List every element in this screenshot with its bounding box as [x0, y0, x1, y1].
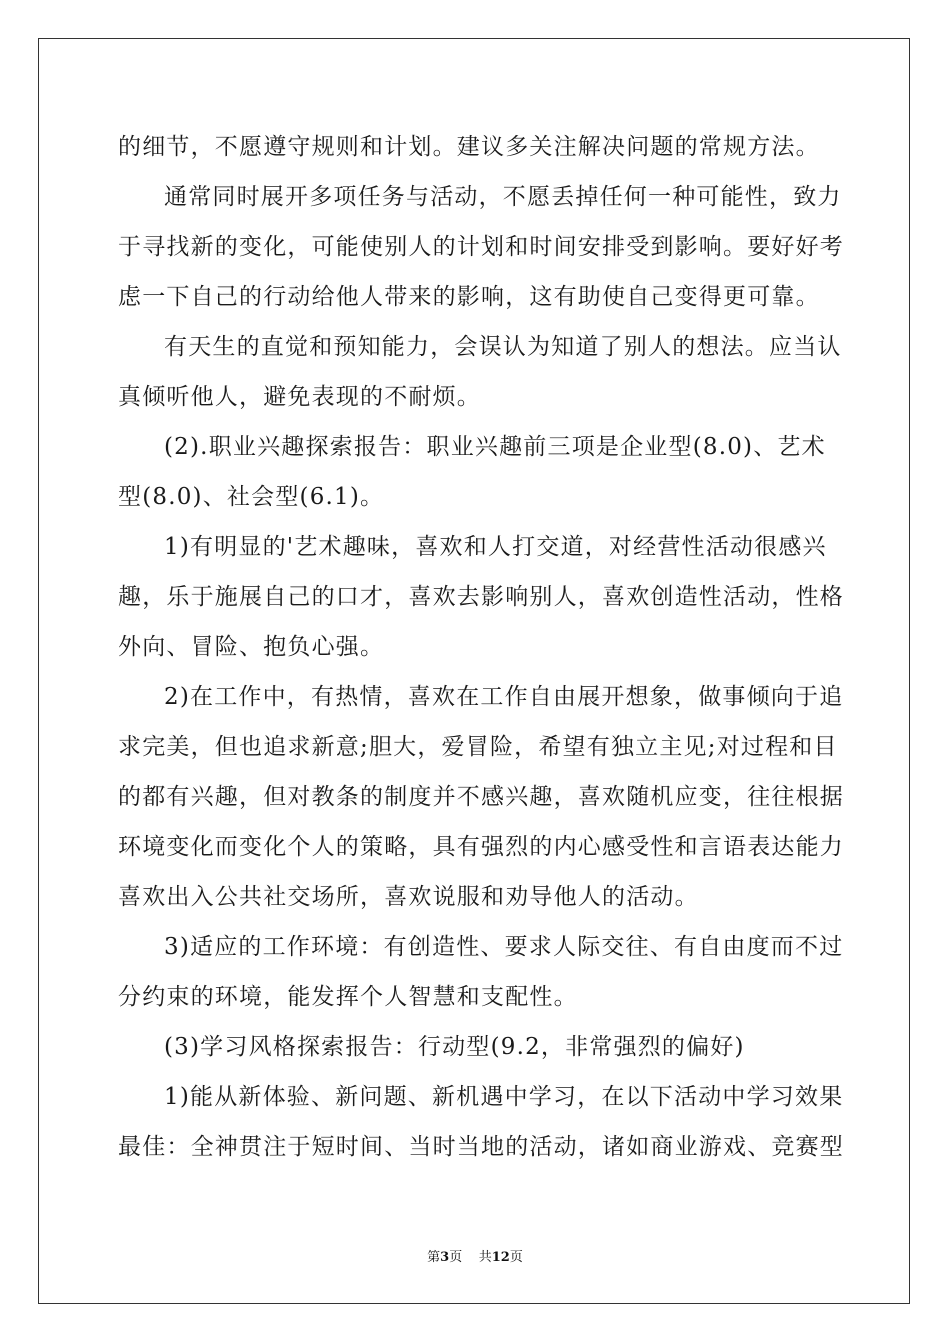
- page-current: 3: [440, 1250, 450, 1265]
- text-line: 有天生的直觉和预知能力，会误认为知道了别人的想法。应当认: [164, 334, 842, 360]
- text-line: 1)有明显的'艺术趣味，喜欢和人打交道，对经营性活动很感兴: [164, 534, 827, 560]
- text-line: 喜欢出入公共社交场所，喜欢说服和劝导他人的活动。: [118, 884, 699, 910]
- text-line: 于寻找新的变化，可能使别人的计划和时间安排受到影响。要好好考: [118, 234, 844, 260]
- text-line: 的细节，不愿遵守规则和计划。建议多关注解决问题的常规方法。: [118, 134, 820, 160]
- text-line: 真倾听他人，避免表现的不耐烦。: [118, 384, 481, 410]
- text-line: 环境变化而变化个人的策略，具有强烈的内心感受性和言语表达能力: [118, 834, 844, 860]
- text-line: 虑一下自己的行动给他人带来的影响，这有助使自己变得更可靠。: [118, 284, 820, 310]
- total-prefix: 共: [478, 1250, 492, 1265]
- text-line: 1)能从新体验、新问题、新机遇中学习，在以下活动中学习效果: [164, 1084, 844, 1110]
- text-line: 2)在工作中，有热情，喜欢在工作自由展开想象，做事倾向于追: [164, 684, 844, 710]
- text-line: 最佳：全神贯注于短时间、当时当地的活动，诸如商业游戏、竞赛型: [118, 1134, 844, 1160]
- page-footer: [0, 1246, 950, 1265]
- text-line: 分约束的环境，能发挥个人智慧和支配性。: [118, 984, 578, 1010]
- text-line: (3)学习风格探索报告：行动型(9.2，非常强烈的偏好): [164, 1034, 745, 1060]
- total-suffix: 页: [509, 1250, 523, 1265]
- text-line: 通常同时展开多项任务与活动，不愿丢掉任何一种可能性，致力: [164, 184, 842, 210]
- text-line: 求完美，但也追求新意;胆大，爱冒险，希望有独立主见;对过程和目: [118, 734, 838, 760]
- text-line: 外向、冒险、抱负心强。: [118, 634, 385, 660]
- text-line: (2).职业兴趣探索报告：职业兴趣前三项是企业型(8.0)、艺术: [164, 434, 826, 460]
- text-line: 的都有兴趣，但对教条的制度并不感兴趣，喜欢随机应变，往往根据: [118, 784, 844, 810]
- page-prefix: 第: [427, 1250, 441, 1265]
- page-total: 12: [491, 1250, 510, 1265]
- text-line: 3)适应的工作环境：有创造性、要求人际交往、有自由度而不过: [164, 934, 844, 960]
- text-line: 型(8.0)、社会型(6.1)。: [118, 484, 385, 510]
- text-line: 趣，乐于施展自己的口才，喜欢去影响别人，喜欢创造性活动，性格: [118, 584, 844, 610]
- page-suffix: 页: [449, 1250, 463, 1265]
